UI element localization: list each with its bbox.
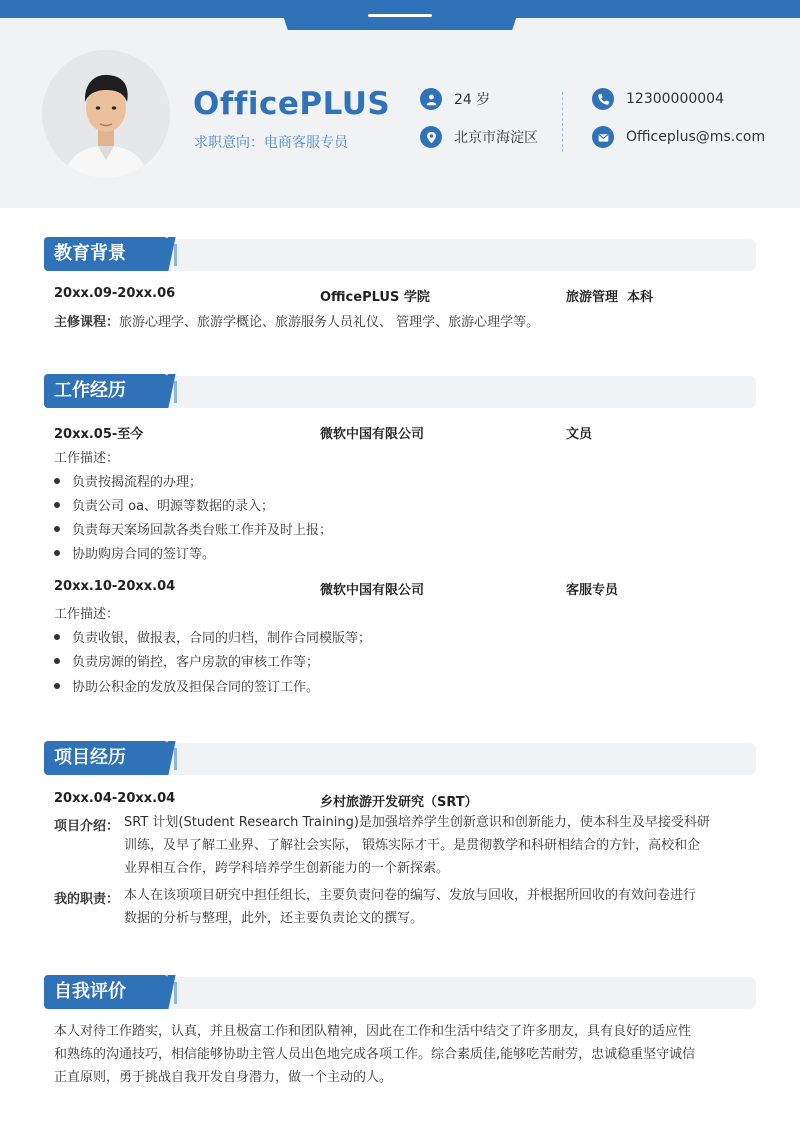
age-text: 24 岁 [454, 92, 491, 108]
self-eval-line: 和熟练的沟通技巧，相信能够协助主管人员出色地完成各项工作。综合素质佳,能够吃苦耐劳，忠诚稳重坚守诚信 [54, 1047, 696, 1062]
project-intro-label: 项目介绍： [54, 819, 120, 834]
project-intro-line: 业界相互合作，跨学科培养学生创新能力的一个新探索。 [124, 861, 450, 876]
project-duty-line: 数据的分析与整理，此外，还主要负责论文的撰写。 [124, 911, 424, 926]
job-bullet: 负责每天案场回款各类台账工作并及时上报； [54, 519, 332, 538]
project-name: 乡村旅游开发研究（SRT） [320, 795, 478, 810]
self-eval-line: 本人对待工作踏实，认真，并且极富工作和团队精神，因此在工作和生活中结交了许多朋友，具有良好的适应性 [54, 1024, 692, 1039]
job-company: 微软中国有限公司 [320, 583, 425, 598]
job-bullet: 负责房源的销控，客户房款的审核工作等； [54, 651, 319, 670]
job-bullet: 负责按揭流程的办理； [54, 471, 202, 490]
mail-icon [592, 126, 614, 148]
project-intro-line: SRT 计划(Student Research Training)是加强培养学生创新意识和创新能力，使本科生及早接受科研 [124, 815, 710, 830]
job-bullet: 负责收银，做报表，合同的归档，制作合同模版等； [54, 627, 371, 646]
info-divider [562, 92, 563, 152]
section-header-project [44, 741, 756, 774]
phone-info [592, 88, 724, 110]
location-info [420, 126, 538, 148]
project-intro-line: 训练，及早了解工业界、了解社会实际， 锻炼实际才干。是贯彻教学和科研相结合的方针，高校和企 [124, 838, 701, 853]
job-desc-label: 工作描述： [54, 451, 120, 466]
email-info [592, 126, 765, 148]
section-title: 项目经历 [44, 741, 168, 775]
job-period: 20xx.05-至今 [54, 427, 144, 442]
section-title: 工作经历 [44, 374, 168, 408]
edu-courses [54, 311, 539, 330]
job-role: 文员 [566, 427, 593, 442]
section-header-self-eval [44, 975, 756, 1008]
job-intent: 求职意向：电商客服专员 [194, 135, 348, 151]
job-bullet: 负责公司 oa、明源等数据的录入； [54, 495, 274, 514]
self-eval-text [54, 1020, 756, 1089]
age-info [420, 88, 490, 110]
avatar-portrait [42, 50, 170, 178]
top-accent-line [368, 14, 432, 17]
email-text: Officeplus@ms.com [626, 129, 766, 145]
self-eval-line: 正直原则，勇于挑战自我开发自身潜力，做一个主动的人。 [54, 1070, 393, 1085]
job-bullet: 协助购房合同的签订等。 [54, 543, 215, 562]
phone-icon [592, 88, 614, 110]
job-desc-label: 工作描述： [54, 607, 120, 622]
job-period: 20xx.10-20xx.04 [54, 579, 176, 594]
section-title: 教育背景 [44, 237, 168, 271]
job-role: 客服专员 [566, 583, 619, 598]
location-text: 北京市海淀区 [454, 130, 538, 146]
courses-text: 旅游心理学、旅游学概论、旅游服务人员礼仪、 管理学、旅游心理学等。 [119, 315, 540, 330]
person-icon [420, 88, 442, 110]
phone-text: 12300000004 [626, 91, 724, 107]
project-duty [124, 884, 754, 930]
edu-major: 旅游管理 本科 [566, 290, 654, 305]
candidate-name: OfficePLUS [193, 86, 391, 122]
job-company: 微软中国有限公司 [320, 427, 425, 442]
project-duty-label: 我的职责： [54, 892, 120, 907]
project-intro [124, 811, 754, 880]
avatar [42, 50, 170, 178]
project-period: 20xx.04-20xx.04 [54, 791, 176, 806]
location-pin-icon [420, 126, 442, 148]
edu-period: 20xx.09-20xx.06 [54, 286, 176, 301]
project-duty-line: 本人在该项项目研究中担任组长，主要负责问卷的编写、发放与回收，并根据所回收的有效问卷进行 [124, 888, 697, 903]
edu-school: OfficePLUS 学院 [320, 290, 430, 305]
courses-label: 主修课程： [54, 315, 120, 330]
section-title: 自我评价 [44, 975, 168, 1009]
job-bullet: 协助公积金的发放及担保合同的签订工作。 [54, 676, 319, 695]
section-header-education [44, 237, 756, 270]
section-header-work [44, 374, 756, 407]
